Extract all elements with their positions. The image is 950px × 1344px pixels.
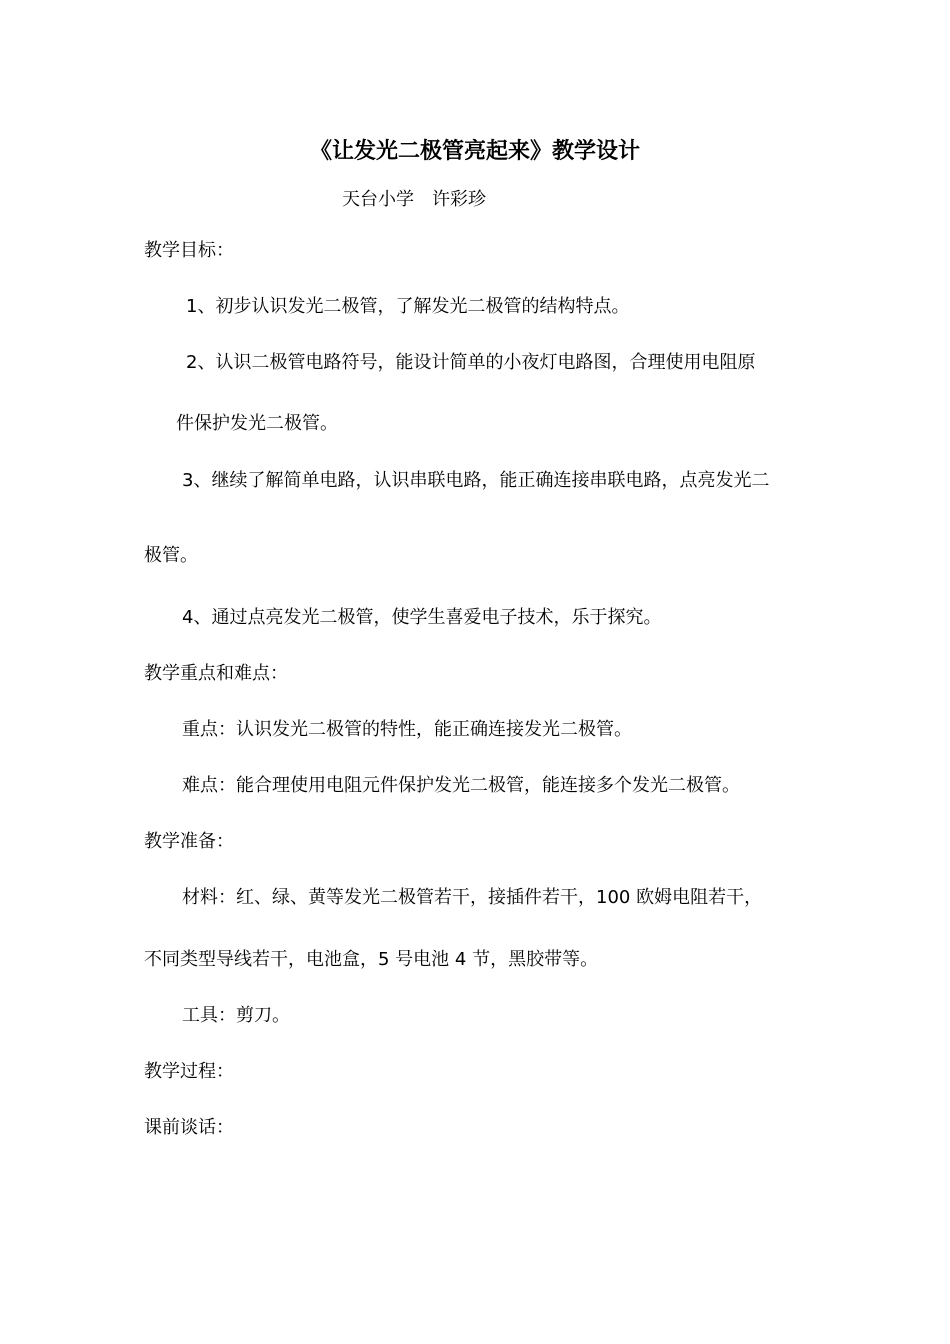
key-points-heading: 教学重点和难点：	[144, 663, 288, 684]
process-heading: 教学过程：	[144, 1061, 234, 1082]
objective-item-2-line-2: 件保护发光二极管。	[176, 413, 338, 434]
preparation-heading: 教学准备：	[144, 831, 234, 852]
pre-class-talk-heading: 课前谈话：	[144, 1117, 234, 1138]
objective-item-1: 1、初步认识发光二极管，了解发光二极管的结构特点。	[186, 296, 630, 317]
objective-item-3-line-1: 3、继续了解简单电路，认识串联电路，能正确连接串联电路，点亮发光二	[182, 470, 770, 491]
materials-line-1: 材料：红、绿、黄等发光二极管若干，接插件若干，100 欧姆电阻若干，	[182, 887, 763, 908]
objective-item-3-line-2: 极管。	[144, 545, 198, 566]
objectives-heading: 教学目标：	[144, 240, 234, 261]
objective-item-2-line-1: 2、认识二极管电路符号，能设计简单的小夜灯电路图，合理使用电阻原	[186, 352, 756, 373]
difficulty-point: 难点：能合理使用电阻元件保护发光二极管，能连接多个发光二极管。	[182, 775, 740, 796]
document-title: 《让发光二极管亮起来》教学设计	[309, 139, 640, 164]
author-line: 天台小学 许彩珍	[342, 189, 486, 210]
tools-line: 工具：剪刀。	[182, 1005, 290, 1026]
key-point: 重点：认识发光二极管的特性，能正确连接发光二极管。	[182, 719, 632, 740]
objective-item-4: 4、通过点亮发光二极管，使学生喜爱电子技术，乐于探究。	[182, 607, 662, 628]
materials-line-2: 不同类型导线若干，电池盒，5 号电池 4 节，黑胶带等。	[144, 949, 599, 970]
